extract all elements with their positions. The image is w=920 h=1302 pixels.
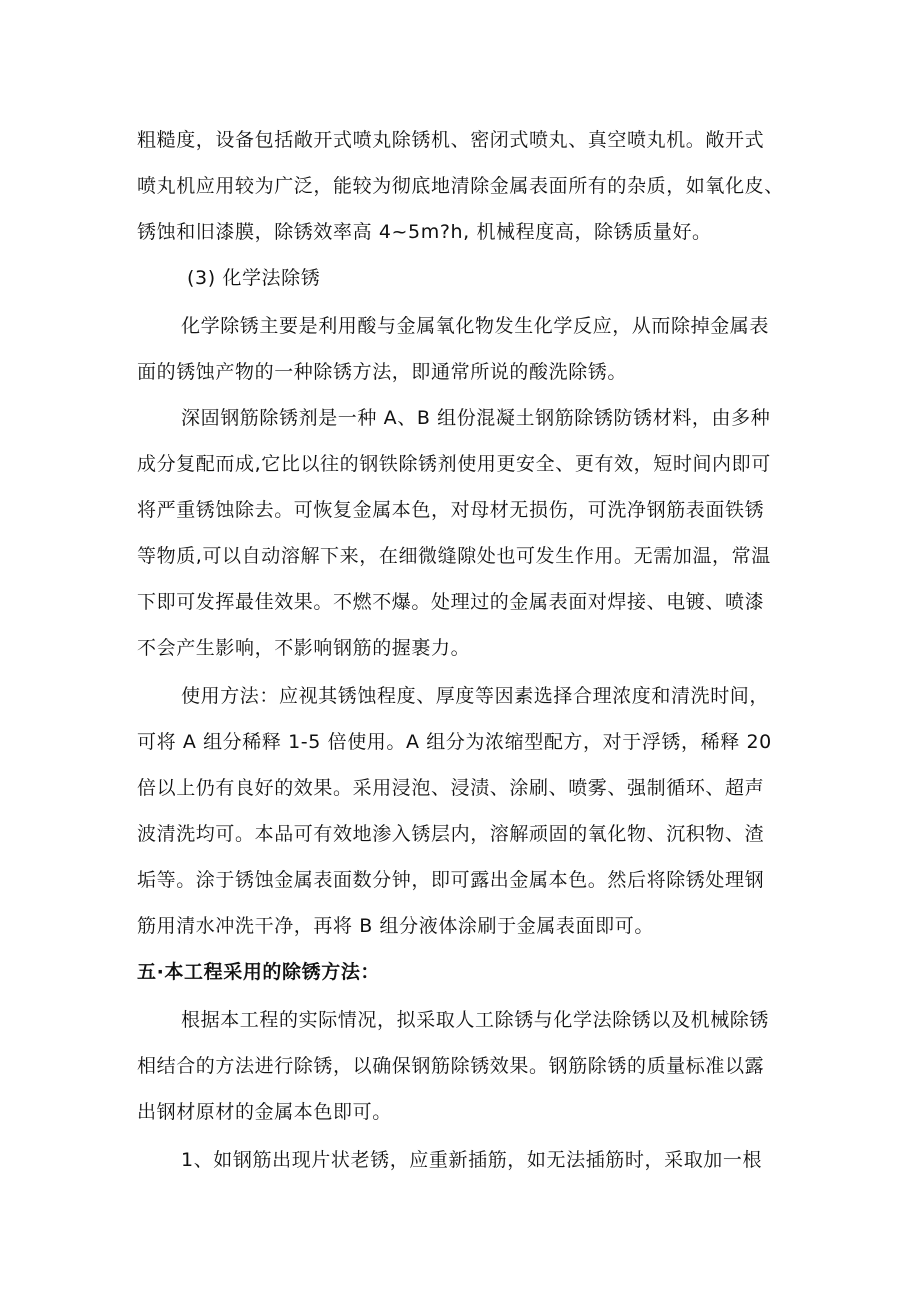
text-line: 不会产生影响，不影响钢筋的握裹力。 xyxy=(137,637,471,659)
text-line: 筋用清水冲洗干净，再将 B 组分液体涂刷于金属表面即可。 xyxy=(137,915,654,937)
text-line: 下即可发挥最佳效果。不燃不爆。处理过的金属表面对焊接、电镀、喷漆 xyxy=(137,591,765,613)
text-line: 1、如钢筋出现片状老锈，应重新插筋，如无法插筋时，采取加一根 xyxy=(181,1149,763,1171)
text-line: 化学除锈主要是利用酸与金属氧化物发生化学反应，从而除掉金属表 xyxy=(181,315,770,337)
section-subheading: (3) 化学法除锈 xyxy=(187,267,321,289)
text-line: 面的锈蚀产物的一种除锈方法，即通常所说的酸洗除锈。 xyxy=(137,361,628,383)
text-line: 成分复配而成,它比以往的钢铁除锈剂使用更安全、更有效，短时间内即可 xyxy=(137,453,771,475)
text-line: 波清洗均可。本品可有效地渗入锈层内，溶解顽固的氧化物、沉积物、渣 xyxy=(137,823,765,845)
text-line: 相结合的方法进行除锈，以确保钢筋除锈效果。钢筋除锈的质量标准以露 xyxy=(137,1055,765,1077)
text-line: 喷丸机应用较为广泛，能较为彻底地清除金属表面所有的杂质，如氧化皮、 xyxy=(137,175,784,197)
text-line: 粗糙度，设备包括敞开式喷丸除锈机、密闭式喷丸、真空喷丸机。敞开式 xyxy=(137,129,765,151)
text-line: 使用方法：应视其锈蚀程度、厚度等因素选择合理浓度和清洗时间， xyxy=(181,685,770,707)
text-line: 垢等。涂于锈蚀金属表面数分钟，即可露出金属本色。然后将除锈处理钢 xyxy=(137,869,765,891)
text-line: 倍以上仍有良好的效果。采用浸泡、浸渍、涂刷、喷雾、强制循环、超声 xyxy=(137,777,765,799)
text-line: 等物质,可以自动溶解下来，在细微缝隙处也可发生作用。无需加温，常温 xyxy=(137,545,771,567)
text-line: 将严重锈蚀除去。可恢复金属本色，对母材无损伤，可洗净钢筋表面铁锈 xyxy=(137,499,765,521)
text-line: 深固钢筋除锈剂是一种 A、B 组份混凝土钢筋除锈防锈材料，由多种 xyxy=(181,407,771,429)
text-line: 锈蚀和旧漆膜，除锈效率高 4~5m?h, 机械程度高，除锈质量好。 xyxy=(137,221,712,243)
text-line: 出钢材原材的金属本色即可。 xyxy=(137,1101,392,1123)
text-line: 根据本工程的实际情况，拟采取人工除锈与化学法除锈以及机械除锈 xyxy=(181,1009,770,1031)
section-heading: 五·本工程采用的除锈方法： xyxy=(137,961,381,983)
text-line: 可将 A 组分稀释 1-5 倍使用。A 组分为浓缩型配方，对于浮锈，稀释 20 xyxy=(137,731,772,753)
